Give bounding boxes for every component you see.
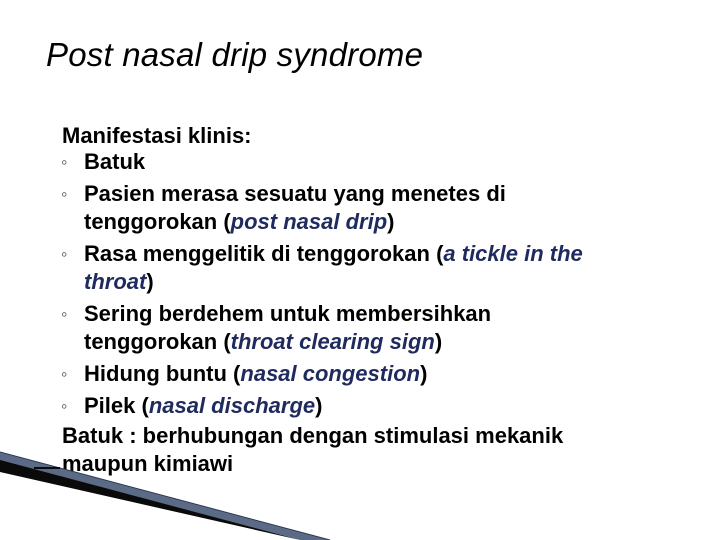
sub-item-text: Batuk bbox=[84, 149, 146, 174]
sub-item-text-pre: Pilek ( bbox=[84, 393, 149, 418]
sub-item-batuk bbox=[61, 148, 704, 176]
decorative-swoosh bbox=[0, 440, 720, 540]
sub-bullet-icon: ◦ bbox=[61, 152, 68, 172]
sub-item-text-line2-post: ) bbox=[146, 269, 154, 294]
sub-item-term: nasal discharge bbox=[148, 393, 316, 418]
sub-bullet-icon: ◦ bbox=[61, 396, 68, 416]
sub-item-text-line2-post: ) bbox=[434, 329, 443, 354]
sub-item-rasa-menggelitik bbox=[61, 240, 704, 296]
bullet-text: Manifestasi klinis: bbox=[62, 123, 252, 148]
sub-item-text-line2-pre: tenggorokan ( bbox=[84, 209, 231, 234]
sub-bullet-icon: ◦ bbox=[61, 304, 68, 324]
sub-item-text-line2-post: ) bbox=[387, 209, 395, 234]
sub-item-sering-berdehem bbox=[61, 300, 704, 356]
swoosh-line bbox=[0, 452, 330, 540]
sub-item-text-line1: Pasien merasa sesuatu yang menetes di bbox=[84, 181, 506, 206]
sub-item-text-line1-pre: Rasa menggelitik di tenggorokan ( bbox=[84, 241, 444, 266]
sub-item-hidung-buntu bbox=[61, 360, 704, 388]
sub-item-term: throat clearing sign bbox=[230, 329, 435, 354]
sub-item-term: nasal congestion bbox=[240, 361, 421, 386]
sub-item-text-post: ) bbox=[420, 361, 428, 386]
sub-bullet-icon: ◦ bbox=[61, 364, 68, 384]
sub-item-text-line1: Sering berdehem untuk membersihkan bbox=[84, 301, 492, 326]
sub-item-term: post nasal drip bbox=[230, 209, 388, 234]
sub-bullet-icon: ◦ bbox=[61, 244, 68, 264]
sub-item-pilek bbox=[61, 392, 704, 420]
sub-item-term: a tickle in the bbox=[443, 241, 583, 266]
sub-item-pasien-merasa bbox=[61, 180, 704, 236]
sub-item-text-pre: Hidung buntu ( bbox=[84, 361, 241, 386]
sub-item-text-post: ) bbox=[315, 393, 323, 418]
bullet-text-line1: Batuk : berhubungan dengan stimulasi mekanik bbox=[62, 423, 564, 448]
sub-bullet-icon: ◦ bbox=[61, 184, 68, 204]
bullet-item-manifestasi bbox=[62, 122, 712, 150]
bullet-text-line2: maupun kimiawi bbox=[62, 451, 234, 476]
sub-item-term-cont: throat bbox=[84, 269, 147, 294]
slide-title: Post nasal drip syndrome bbox=[46, 36, 424, 73]
sub-item-text-line2-pre: tenggorokan ( bbox=[84, 329, 231, 354]
